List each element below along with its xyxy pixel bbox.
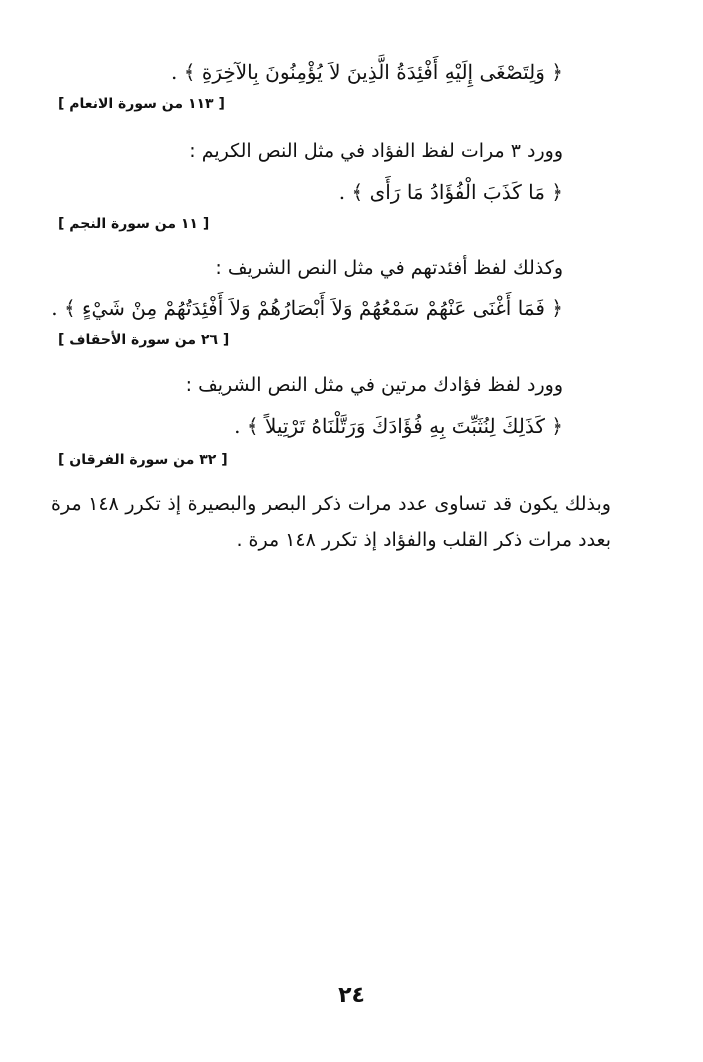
- conclusion-paragraph: وبذلك يكون قد تساوى عدد مرات ذكر البصر والبصيرة إذ تكرر ١٤٨ مرة بعدد مرات ذكر القلب والفؤاد إذ تكرر ١٤٨ مرة .: [51, 493, 611, 551]
- reference-anam: [ ١١٣ من سورة الانعام ]: [58, 96, 225, 112]
- intro-fuadak: وورد لفظ فؤادك مرتين في مثل النص الشريف :: [185, 374, 563, 396]
- intro-fuad: وورد ٣ مرات لفظ الفؤاد في مثل النص الكريم :: [189, 140, 563, 162]
- page-number: ٢٤: [338, 983, 365, 1008]
- verse-anam: ﴿ وَلِتَصْغَى إِلَيْهِ أَفْئِدَةُ الَّذِينَ لاَ يُؤْمِنُونَ بِالآخِرَةِ ﴾ .: [171, 60, 563, 84]
- reference-ahqaf: [ ٢٦ من سورة الأحقاف ]: [58, 332, 230, 348]
- reference-najm: [ ١١ من سورة النجم ]: [58, 216, 210, 232]
- verse-furqan: ﴿ كَذَلِكَ لِنُثَبِّتَ بِهِ فُؤَادَكَ وَرَتَّلْنَاهُ تَرْتِيلاً ﴾ .: [234, 414, 563, 438]
- verse-ahqaf: ﴿ فَمَا أَغْنَى عَنْهُمْ سَمْعُهُمْ وَلاَ أَبْصَارُهُمْ وَلاَ أَفْئِدَتُهُمْ مِنْ شَيْءٍ ﴾ .: [51, 296, 563, 320]
- intro-afidatuhum: وكذلك لفظ أفئدتهم في مثل النص الشريف :: [215, 257, 563, 279]
- verse-najm: ﴿ مَا كَذَبَ الْفُؤَادُ مَا رَأَى ﴾ .: [338, 180, 563, 204]
- reference-furqan: [ ٣٢ من سورة الفرقان ]: [58, 452, 228, 468]
